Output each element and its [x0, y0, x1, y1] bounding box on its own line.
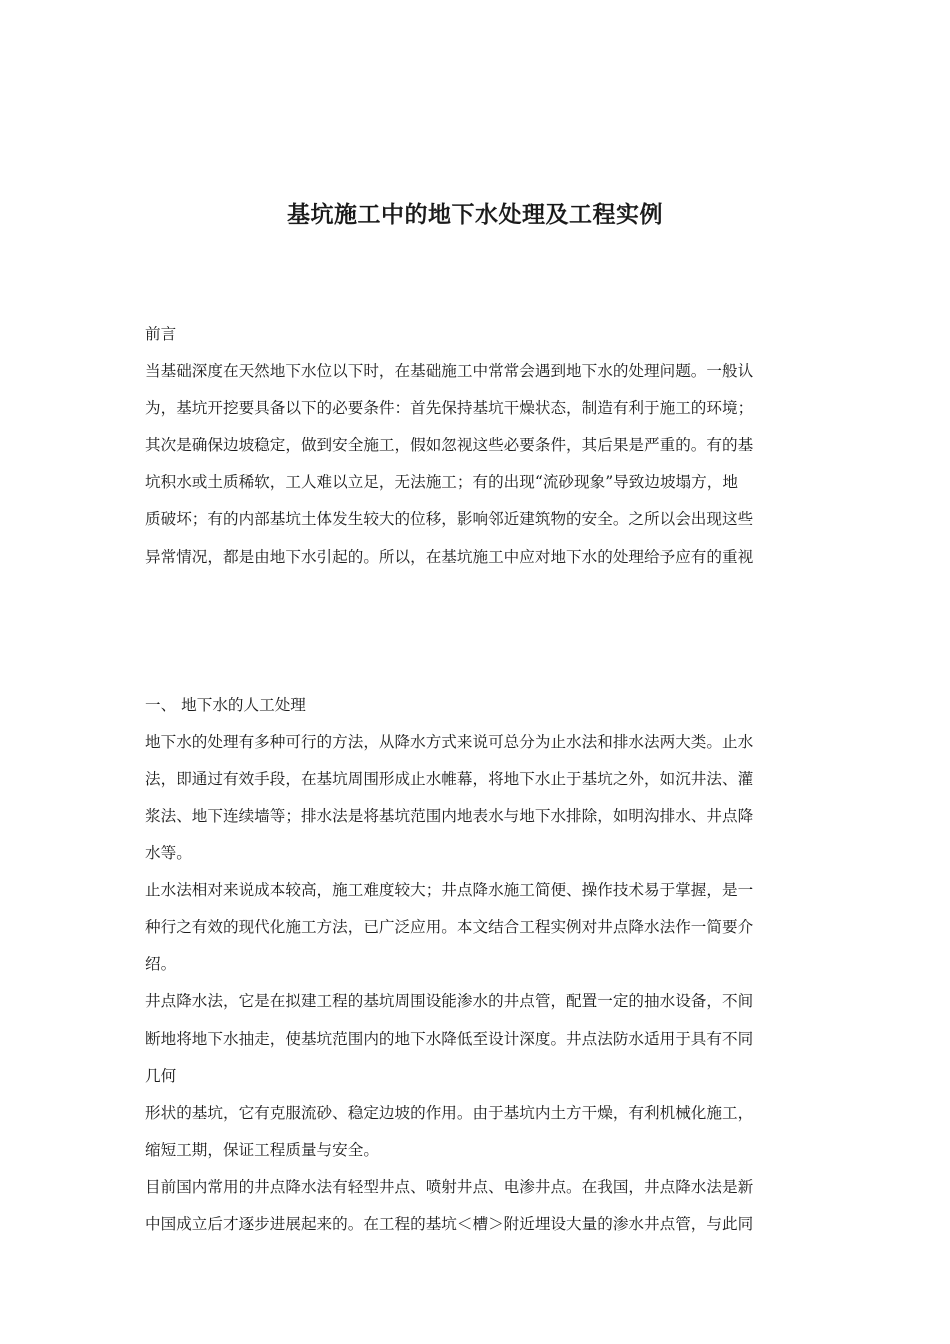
paragraph-line: 法，即通过有效手段，在基坑周围形成止水帷幕，将地下水止于基坑之外，如沉井法、灌	[145, 769, 754, 788]
section-heading-preface: 前言	[145, 325, 177, 343]
paragraph-line: 缩短工期，保证工程质量与安全。	[145, 1140, 379, 1159]
paragraph-line: 水等。	[145, 844, 192, 863]
paragraph-line: 浆法、地下连续墙等；排水法是将基坑范围内地表水与地下水排除，如明沟排水、井点降	[145, 806, 754, 825]
paragraph-line: 止水法相对来说成本较高，施工难度较大；井点降水施工简便、操作技术易于掌握，是一	[145, 881, 754, 900]
paragraph-line: 异常情况，都是由地下水引起的。所以，在基坑施工中应对地下水的处理给予应有的重视	[145, 547, 754, 566]
section-spacer	[145, 576, 809, 687]
document-title: 基坑施工中的地下水处理及工程实例	[287, 201, 663, 228]
paragraph-line: 绍。	[145, 955, 177, 974]
paragraph-line: 形状的基坑，它有克服流砂、稳定边坡的作用。由于基坑内土方干燥，有利机械化施工，	[145, 1103, 754, 1122]
paragraph-line: 中国成立后才逐步进展起来的。在工程的基坑＜槽＞附近埋设大量的渗水井点管，与此同	[145, 1214, 754, 1233]
document-body	[145, 316, 809, 1243]
paragraph-line: 断地将地下水抽走，使基坑范围内的地下水降低至设计深度。井点法防水适用于具有不同	[145, 1029, 754, 1048]
paragraph-line: 质破坏；有的内部基坑土体发生较大的位移，影响邻近建筑物的安全。之所以会出现这些	[145, 510, 754, 529]
section-heading-1: 一、 地下水的人工处理	[145, 695, 306, 714]
paragraph-line: 几何	[145, 1066, 177, 1085]
paragraph-line: 其次是确保边坡稳定，做到安全施工，假如忽视这些必要条件，其后果是严重的。有的基	[145, 436, 754, 455]
paragraph-line: 目前国内常用的井点降水法有轻型井点、喷射井点、电渗井点。在我国，井点降水法是新	[145, 1177, 754, 1196]
paragraph-line: 为，基坑开挖要具备以下的必要条件：首先保持基坑干燥状态，制造有利于施工的环境；	[145, 399, 754, 418]
paragraph-line: 井点降水法，它是在拟建工程的基坑周围设能渗水的井点管，配置一定的抽水设备，不间	[145, 992, 754, 1011]
paragraph-line: 当基础深度在天然地下水位以下时，在基础施工中常常会遇到地下水的处理问题。一般认	[145, 362, 754, 381]
paragraph-line: 种行之有效的现代化施工方法，已广泛应用。本文结合工程实例对井点降水法作一简要介	[145, 918, 754, 937]
paragraph-line: 地下水的处理有多种可行的方法，从降水方式来说可总分为止水法和排水法两大类。止水	[145, 732, 754, 751]
paragraph-line: 坑积水或土质稀软，工人难以立足，无法施工；有的出现“流砂现象”导致边坡塌方，地	[145, 473, 738, 492]
